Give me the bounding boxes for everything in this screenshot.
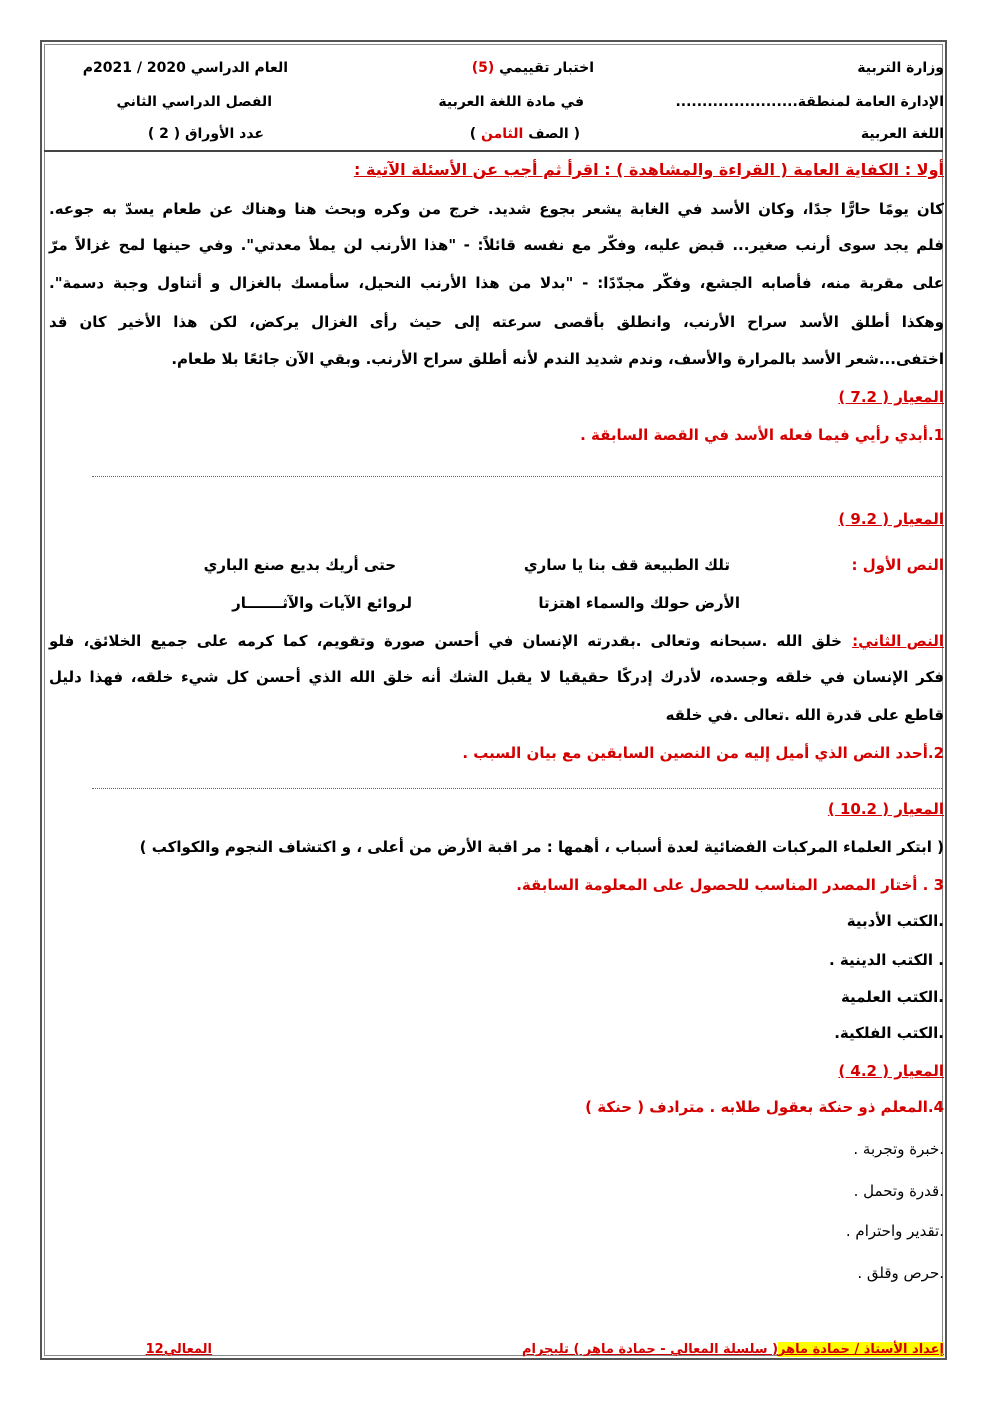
header-academic-year: العام الدراسي 2020 / 2021م xyxy=(82,60,288,76)
option-item: .الكتب الأدبية xyxy=(846,912,944,930)
text-2-line: قاطع على قدرة الله .تعالى .في خلقه xyxy=(665,706,944,724)
text-1-label: النص الأول : xyxy=(851,556,944,574)
question-1: 1.أبدي رأيي فيما فعله الأسد في القصة السابقة . xyxy=(580,426,944,444)
header-semester: الفصل الدراسي الثاني xyxy=(116,94,272,110)
header-region: الإدارة العامة لمنطقة....................... xyxy=(675,94,944,110)
question-2: 2.أحدد النص الذي أميل إليه من النصين السابقين مع بيان السبب . xyxy=(462,744,944,762)
poem-verse: الأرض حولك والسماء اهتزتا xyxy=(538,594,740,612)
criterion-label: المعيار ( 7.2 ) xyxy=(838,388,944,406)
criterion-label: المعيار ( 4.2 ) xyxy=(838,1062,944,1080)
option-item: .خبرة وتجربة . xyxy=(853,1140,944,1158)
section-title: أولا : الكفاية العامة ( القراءة والمشاهدة ) : اقرأ ثم أجب عن الأسئلة الآتية : xyxy=(354,160,944,179)
footer-page-number: 12 xyxy=(145,1342,164,1357)
answer-line xyxy=(92,788,942,789)
footer-page: المعالي12 xyxy=(145,1342,212,1357)
story-line: على مقربة منه، فأصابه الجشع، وفكّر مجدّدًا: - "بدلا من هذا الأرنب النحيل، سأمسك بالغزال و أتناول وجبة دسمة". xyxy=(49,274,944,292)
option-item: .حرص وقلق . xyxy=(857,1264,944,1282)
criterion-label: المعيار ( 10.2 ) xyxy=(827,800,944,818)
question-4: 4.المعلم ذو حنكة بعقول طلابه . مترادف ( حنكة ) xyxy=(585,1098,944,1116)
story-line: فلم يجد سوى أرنب صغير... قبض عليه، وفكّر مع نفسه قائلاً: - "هذا الأرنب لن يملأ معدتي". وفي حينها لمح غزالاً مرّ xyxy=(49,236,944,254)
option-item: .الكتب العلمية xyxy=(840,988,944,1006)
header-divider xyxy=(44,150,943,152)
text-2-line: خلق الله .سبحانه وتعالى .بقدرته الإنسان في أحسن صورة وتقويم، كما كرمه على جميع الخلائق، فلو xyxy=(49,632,842,650)
option-item: .قدرة وتحمل . xyxy=(853,1182,944,1200)
criterion-label: المعيار ( 9.2 ) xyxy=(838,510,944,528)
option-item: .تقدير واحترام . xyxy=(845,1222,944,1240)
text-2-line: فكر الإنسان في خلقه وجسده، لأدرك إدركًا حقيقيا لا يقبل الشك أنه خلق الله الذي أحسن كل شيء خلقه، فهذا دليل xyxy=(49,668,944,686)
header-exam-subject: في مادة اللغة العربية xyxy=(438,94,584,110)
story-line: كان يومًا حارًّا جدًا، وكان الأسد في الغابة يشعر بجوع شديد. خرج من وكره وبحث هنا وهناك عن طعام يسدّ به جوعه. xyxy=(49,200,944,218)
info-text: ( ابتكر العلماء المركبات الفضائية لعدة أسباب ، أهمها : مر اقبة الأرض من أعلى ، و اكتشاف النجوم والكواكب ) xyxy=(139,838,944,856)
header-subject: اللغة العربية xyxy=(860,126,944,142)
answer-line xyxy=(92,476,942,477)
option-item: .الكتب الفلكية. xyxy=(834,1024,944,1042)
header-grade: ( الصف الثامن ) xyxy=(469,126,580,142)
header-exam-title: اختبار تقييمي (5) xyxy=(471,60,594,76)
footer-author: إعداد الأستاذ / حمادة ماهر xyxy=(778,1342,944,1357)
grade-name: الثامن xyxy=(481,126,524,142)
option-item: . الكتب الدينية . xyxy=(829,951,944,969)
header-page-count: عدد الأوراق ( 2 ) xyxy=(147,126,264,142)
question-3: 3 . أختار المصدر المناسب للحصول على المعلومة السابقة. xyxy=(516,876,944,894)
header-ministry: وزارة التربية xyxy=(857,60,944,76)
exam-number: (5) xyxy=(471,60,495,76)
footer-credit xyxy=(522,1342,944,1357)
text-2-label: النص الثاني: xyxy=(852,632,944,650)
poem-verse: حتى أريك بديع صنع الباري xyxy=(203,556,396,574)
poem-verse: تلك الطبيعة قف بنا يا ساري xyxy=(523,556,730,574)
story-line: اختفى...شعر الأسد بالمرارة والأسف، وندم شديد الندم لأنه أطلق سراح الأرنب. وبقي الآن جائعًا بلا طعام. xyxy=(171,350,944,368)
poem-verse: لروائع الآيات والآثـــــــار xyxy=(232,594,412,612)
story-line: وهكذا أطلق الأسد سراح الأرنب، وانطلق بأقصى سرعته إلى حيث رأى الغزال يركض، لكن هذا الأخير كان قد xyxy=(49,313,944,331)
footer-series: ( سلسلة المعالي - حمادة ماهر ) تليجرام xyxy=(521,1342,779,1357)
